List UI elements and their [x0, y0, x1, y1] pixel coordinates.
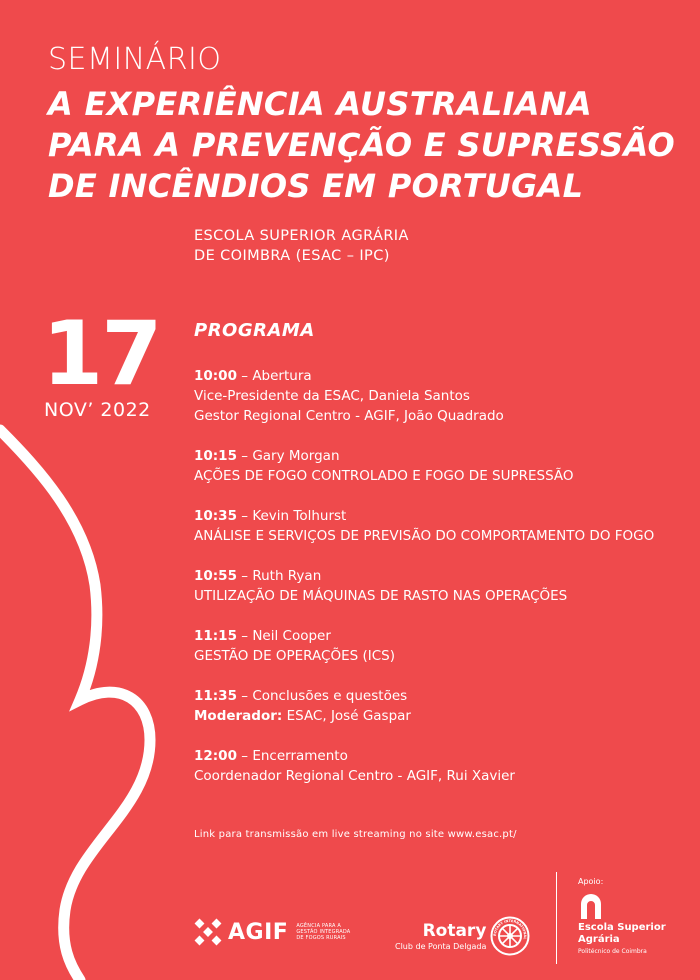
session-title: – Encerramento — [236, 748, 348, 764]
session-topic: ANÁLISE E SERVIÇOS DE PREVISÃO DO COMPORTAMENTO DO FOGO — [194, 528, 655, 544]
rotary-wheel-icon — [490, 916, 530, 956]
event-title-line: PARA A PREVENÇÃO E SUPRESSÃO — [48, 126, 676, 164]
session-detail: Coordenador Regional Centro - AGIF, Rui Xavier — [194, 768, 515, 784]
esac-logo-text — [578, 922, 666, 955]
esac-name-line: Agrária — [578, 934, 620, 945]
session-time: 10:35 — [194, 508, 237, 524]
rotary-wheel-text: ROTARY INTERNATIONAL — [493, 918, 528, 940]
session-speaker: – Neil Cooper — [236, 628, 331, 644]
program-list — [194, 366, 684, 806]
program-session — [194, 566, 684, 606]
support-label: Apoio: — [578, 877, 604, 886]
program-session — [194, 626, 684, 666]
rotary-club: Club de Ponta Delgada — [395, 941, 487, 951]
session-speaker: – Ruth Ryan — [236, 568, 322, 584]
agif-logo — [194, 918, 358, 946]
session-detail: Gestor Regional Centro - AGIF, João Quadrado — [194, 408, 504, 424]
esac-name-line: Escola Superior — [578, 922, 666, 933]
footer-divider — [556, 872, 557, 964]
rotary-name: Rotary — [422, 920, 487, 941]
venue — [194, 226, 409, 266]
session-time: 11:35 — [194, 688, 237, 704]
session-title: – Conclusões e questões — [236, 688, 408, 704]
event-month-year: NOV’ 2022 — [44, 399, 151, 421]
venue-line: ESCOLA SUPERIOR AGRÁRIA — [194, 228, 409, 244]
program-session — [194, 366, 684, 426]
agif-description: AGÊNCIA PARA A GESTÃO INTEGRADA DE FOGOS RURAIS — [296, 923, 351, 941]
session-topic: AÇÕES DE FOGO CONTROLADO E FOGO DE SUPRESSÃO — [194, 468, 574, 484]
session-topic: UTILIZAÇÃO DE MÁQUINAS DE RASTO NAS OPERAÇÕES — [194, 588, 568, 604]
esac-arch-icon — [578, 893, 604, 919]
event-type-label: SEMINÁRIO — [48, 42, 222, 77]
session-time: 11:15 — [194, 628, 237, 644]
session-time: 10:00 — [194, 368, 237, 384]
moderator-label: Moderador: — [194, 708, 283, 724]
program-session — [194, 686, 684, 726]
session-time: 10:15 — [194, 448, 237, 464]
program-session — [194, 446, 684, 486]
event-title-line: DE INCÊNDIOS EM PORTUGAL — [48, 167, 584, 205]
esac-institution: Politécnico de Coimbra — [578, 948, 647, 955]
program-session — [194, 506, 684, 546]
session-topic: GESTÃO DE OPERAÇÕES (ICS) — [194, 648, 395, 664]
session-speaker: – Gary Morgan — [236, 448, 340, 464]
event-title-line: A EXPERIÊNCIA AUSTRALIANA — [48, 85, 592, 123]
event-title — [48, 84, 688, 207]
session-time: 10:55 — [194, 568, 237, 584]
streaming-note: Link para transmissão em live streaming no site www.esac.pt/ — [194, 829, 517, 840]
session-speaker: – Kevin Tolhurst — [236, 508, 347, 524]
venue-line: DE COIMBRA (ESAC – IPC) — [194, 248, 390, 264]
session-title: – Abertura — [236, 368, 312, 384]
agif-name: AGIF — [228, 919, 289, 945]
event-day: 17 — [42, 302, 161, 405]
session-time: 12:00 — [194, 748, 237, 764]
moderator-name: ESAC, José Gaspar — [282, 708, 411, 724]
program-heading: PROGRAMA — [194, 320, 315, 341]
session-detail: Vice-Presidente da ESAC, Daniela Santos — [194, 388, 470, 404]
rotary-logo — [395, 916, 530, 956]
agif-mark-icon — [194, 918, 222, 946]
program-session — [194, 746, 684, 786]
